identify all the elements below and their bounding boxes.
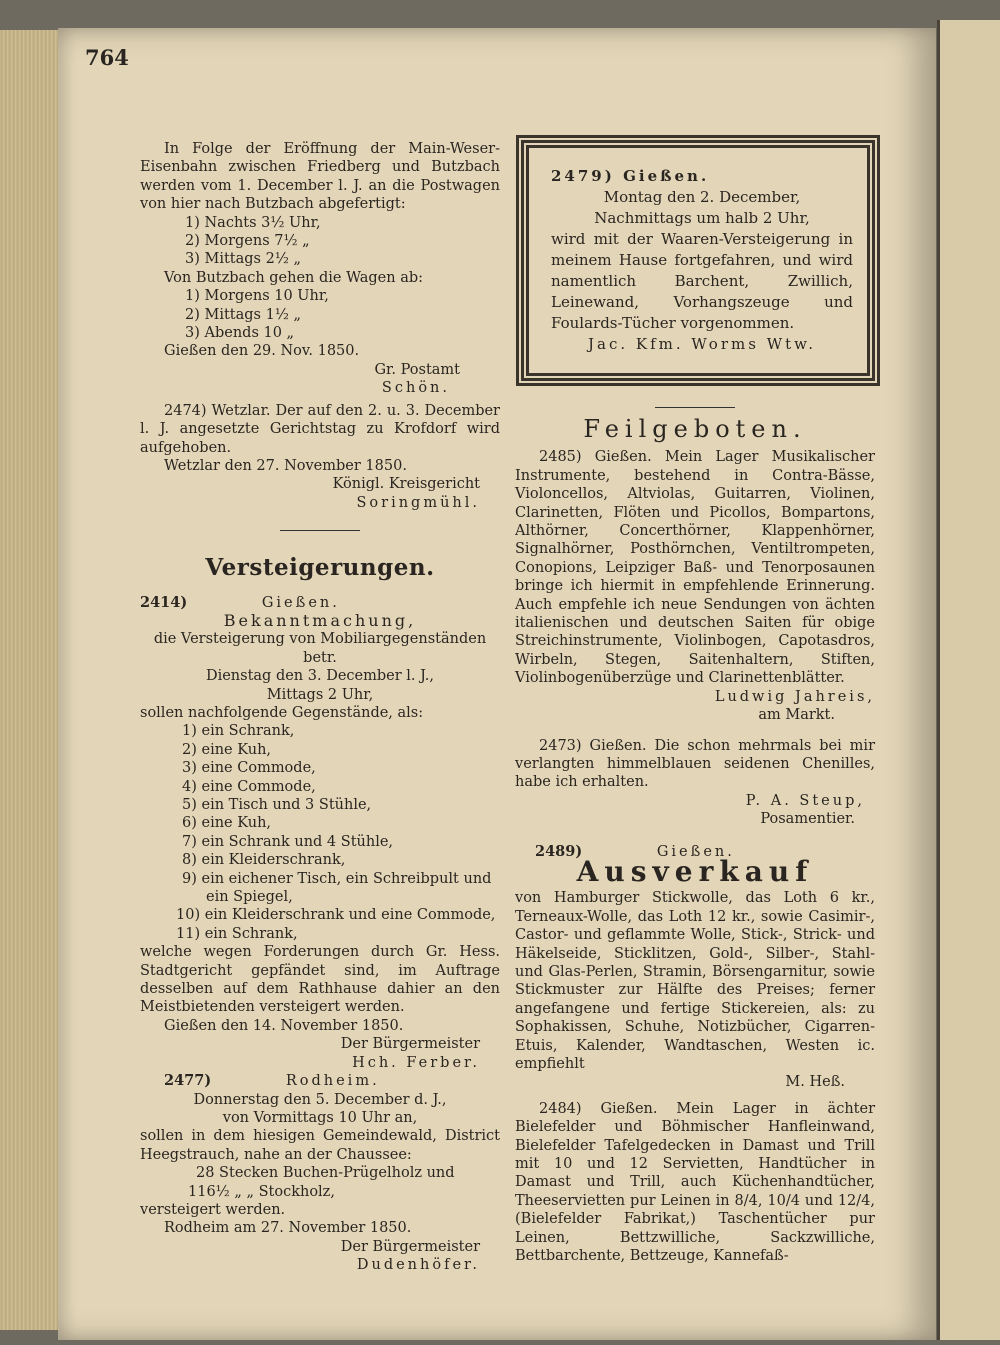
- notice-subtitle: die Versteigerung von Mobiliargegenständen betr.: [153, 631, 487, 666]
- return-line: 3) Abends 10 „: [185, 325, 295, 342]
- auction-date: Dienstag den 3. December l. J.,: [205, 668, 435, 685]
- section-divider: [655, 407, 735, 408]
- book-page-edges: [0, 30, 60, 1330]
- notice-head: 2479) Gießen.: [551, 167, 710, 185]
- return-intro: Von Butzbach gehen die Wagen ab:: [164, 269, 424, 286]
- notice-body: welche wegen Forderungen durch Gr. Hess. Stadtgericht gepfändet sind, im Auftrage desselben auf dem Rathhause dahier an den Meistbietenden versteigert werden.: [140, 944, 500, 1016]
- notice-2489-text: von Hamburger Stickwolle, das Loth 6 kr., Terneaux-Wolle, das Loth 12 kr., sowie Casimir-, Castor- und geflammte Wolle, Stick-, Strick- und Häkelseide, Sticklitzen, Gold-, Silber-, Stahl- und Glas-Perlen, Stramin, Börsengarnitur, sowie Stickmuster zur Hälfte des Preises; ferner angefangene und fertige Stickereien, als: zu Sophakissen, Schuhe, Notizbücher, Cigarren-Etuis, Kalender, Wandtaschen, Westen ic. empfiehlt: [515, 890, 875, 1072]
- clearance-sale-heading: Ausverkauf: [576, 854, 814, 888]
- notice-place: Gießen.: [656, 843, 735, 860]
- facing-page-edge: [937, 20, 1000, 1340]
- signature: am Markt.: [758, 707, 835, 724]
- signature: P. A. Steup,: [745, 792, 865, 809]
- return-line: 2) Mittags 1½ „: [185, 306, 302, 323]
- notice-date: Rodheim am 27. November 1850.: [164, 1220, 412, 1237]
- signature: Jac. Kfm. Worms Wtw.: [588, 335, 816, 353]
- signature: Der Bürgermeister: [340, 1238, 480, 1255]
- departure-line: 1) Nachts 3½ Uhr,: [185, 214, 321, 231]
- list-item: 9) ein eichener Tisch, ein Schreibpult und: [182, 870, 492, 887]
- notice-date: Wetzlar den 27. November 1850.: [164, 457, 407, 474]
- section-heading-for-sale: Feilgeboten.: [583, 415, 807, 443]
- signature: Hch. Ferber.: [352, 1054, 480, 1071]
- section-divider: [280, 530, 360, 531]
- list-item: 10) ein Kleiderschrank und eine Commode,: [176, 907, 496, 924]
- notice-place: Rodheim.: [285, 1073, 380, 1090]
- notice-2484-text: 2484) Gießen. Mein Lager in ächter Bielefelder und Böhmischer Hanfleinwand, Bielefelder Tafelgedecken in Damast und Trill mit 10 und 12 Servietten, Handtücher in Damast und Trill, auch Küchenhandtücher, Theeservietten pur Leinen in 8/4, 10/4 und 12/4, (Bielefelder Fabrikat,) Taschentücher pur Leinen, Bettzwilliche, Sackzwilliche, Bettbarchente, Bettzeuge, Kannefaß-: [515, 1100, 875, 1265]
- signature: M. Heß.: [785, 1074, 845, 1091]
- notice-2473-text: 2473) Gießen. Die schon mehrmals bei mir verlangten himmelblauen seidenen Chenilles, habe ich erhalten.: [515, 737, 875, 791]
- items-lead: sollen nachfolgende Gegenstände, als:: [140, 704, 424, 721]
- return-line: 1) Morgens 10 Uhr,: [185, 288, 329, 305]
- notice-date: Gießen den 14. November 1850.: [164, 1017, 404, 1034]
- notice-number: 2477): [164, 1072, 212, 1090]
- departure-line: 2) Morgens 7½ „: [185, 233, 310, 250]
- auction-time: von Vormittags 10 Uhr an,: [222, 1109, 418, 1126]
- left-column: [140, 140, 500, 1275]
- auction-date: Montag den 2. December,: [603, 188, 801, 206]
- auction-time: Nachmittags um halb 2 Uhr,: [594, 209, 810, 227]
- notice-2485-text: 2485) Gießen. Mein Lager Musikalischer Instrumente, bestehend in Contra-Bässe, Violoncellos, Altviolas, Guitarren, Violinen, Clarinetten, Flöten und Picollos, Bompartons, Althörner, Concerthörner, Klappenhörner, Signalhörner, Posthörnchen, Ventiltrompeten, Conopions, Leipziger Baß- und Tenorposaunen bringe ich hiermit in empfehlende Erinnerung. Auch empfehle ich neue Sendungen von ächten italienischen und deutschen Saiten für obige Streichinstrumente, Violinbogen, Capotasdros, Wirbeln, Stegen, Saitenhaltern, Stiften, Violinbogenüberzüge und Clarinettenblätter.: [515, 449, 875, 687]
- signature: Posamentier.: [760, 811, 855, 828]
- section-heading-auctions: Versteigerungen.: [205, 554, 435, 582]
- notice-end: versteigert werden.: [140, 1201, 286, 1218]
- notice-place: Gießen.: [261, 594, 340, 611]
- list-item: 3) eine Commode,: [182, 760, 316, 777]
- list-item: 1) ein Schrank,: [182, 723, 295, 740]
- signature: Der Bürgermeister: [340, 1036, 480, 1053]
- notice-title: Bekanntmachung,: [223, 610, 417, 630]
- postal-notice-intro: In Folge der Eröffnung der Main-Weser-Eisenbahn zwischen Friedberg und Butzbach werden vom 1. December l. J. an die Postwagen von hier nach Butzbach abgefertigt:: [140, 141, 500, 213]
- signature: Soringmühl.: [356, 494, 480, 511]
- wood-row: 116½ „ „ Stockholz,: [188, 1183, 335, 1200]
- auction-time: Mittags 2 Uhr,: [266, 686, 374, 703]
- signature: Schön.: [381, 380, 450, 397]
- wood-row: 28 Stecken Buchen-Prügelholz und: [196, 1165, 455, 1182]
- right-column: [515, 140, 875, 1265]
- signature: Ludwig Jahreis,: [714, 688, 875, 705]
- list-item: 2) eine Kuh,: [182, 741, 272, 758]
- notice-number: 2489): [535, 842, 583, 860]
- signature: Gr. Postamt: [374, 361, 460, 378]
- framed-notice-2479: [521, 140, 875, 381]
- list-item: ein Spiegel,: [206, 889, 293, 906]
- notice-body: wird mit der Waaren-Versteigerung in meinem Hause fortgefahren, und wird namentlich Barchent, Zwillich, Leinewand, Vorhangszeuge und Foulards-Tücher vorgenommen.: [551, 230, 853, 332]
- notice-body: sollen in dem hiesigen Gemeindewald, District Heegstrauch, nahe an der Chaussee:: [140, 1128, 500, 1163]
- list-item: 11) ein Schrank,: [176, 925, 298, 942]
- notice-number: 2414): [140, 593, 188, 611]
- notice-2474-text: 2474) Wetzlar. Der auf den 2. u. 3. December l. J. angesetzte Gerichtstag zu Krofdorf wird aufgehoben.: [140, 402, 500, 456]
- departure-line: 3) Mittags 2½ „: [185, 251, 302, 268]
- page-number: 764: [85, 45, 129, 70]
- signature: Dudenhöfer.: [356, 1257, 480, 1274]
- list-item: 7) ein Schrank und 4 Stühle,: [182, 833, 394, 850]
- signature: Königl. Kreisgericht: [332, 476, 480, 493]
- list-item: 4) eine Commode,: [182, 778, 316, 795]
- list-item: 5) ein Tisch und 3 Stühle,: [182, 797, 372, 813]
- list-item: 8) ein Kleiderschrank,: [182, 852, 346, 869]
- auction-date: Donnerstag den 5. December d. J.,: [193, 1091, 447, 1108]
- notice-date: Gießen den 29. Nov. 1850.: [164, 343, 360, 360]
- notice-2414-header: [140, 594, 500, 612]
- list-item: 6) eine Kuh,: [182, 815, 272, 832]
- notice-2477-header: [140, 1072, 500, 1090]
